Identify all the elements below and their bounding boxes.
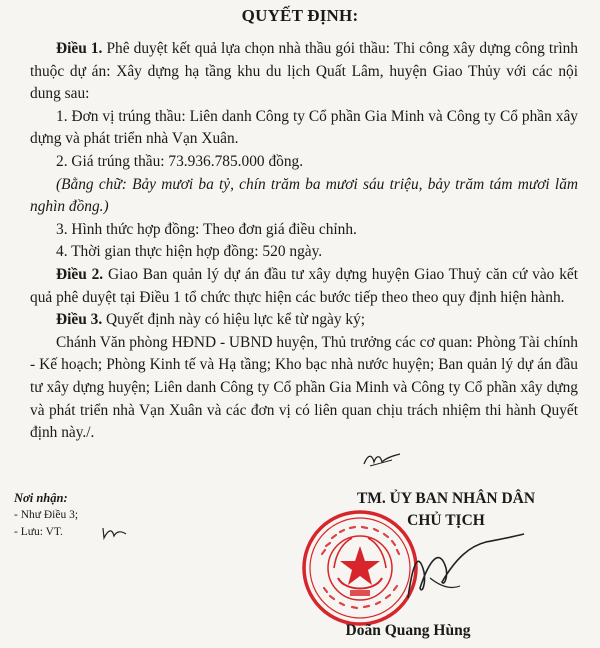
signature-org: TM. ỦY BAN NHÂN DÂN [356, 490, 536, 507]
handwritten-signature-icon [400, 528, 530, 608]
article-1-label: Điều 1. [56, 40, 103, 57]
article-2 [30, 264, 578, 309]
recipient-item: - Như Điều 3; [14, 509, 79, 521]
article-3-text: Quyết định này có hiệu lực kể từ ngày ký; [102, 311, 366, 329]
clerk-initials-icon [100, 524, 128, 540]
article-3-responsible: Chánh Văn phòng HĐND - UBND huyện, Thủ trưởng các cơ quan: Phòng Tài chính - Kế hoạch; Phòng Kinh tế và Hạ tầng; Kho bạc nhà nước huyện; Ban quản lý dự án đầu tư xây dựng huyện; Liên danh Công ty Cổ phần Gia Minh và Công ty Cổ phần xây dựng và phát triển nhà Vạn Xuân và các đơn vị có liên quan chịu trách nhiệm thi hành Quyết định này./. [30, 333, 578, 442]
article-2-text: Giao Ban quản lý dự án đầu tư xây dựng huyện Giao Thuỷ căn cứ vào kết quả phê duyệt tại Điều 1 tổ chức thực hiện các bước tiếp theo theo quy định hiện hành. [30, 265, 578, 306]
article-1-item-2: 2. Giá trúng thầu: 73.936.785.000 đồng. [56, 152, 304, 170]
article-1-item-4: 4. Thời gian thực hiện hợp đồng: 520 ngày. [56, 243, 323, 261]
recipients-label: Nơi nhận: [14, 491, 68, 505]
article-2-label: Điều 2. [56, 265, 104, 283]
article-3 [30, 309, 578, 332]
document-heading: QUYẾT ĐỊNH: [241, 6, 359, 25]
article-1-item-1: 1. Đơn vị trúng thầu: Liên danh Công ty Cổ phần Gia Minh và Công ty Cổ phần xây dựng và phát triển nhà Vạn Xuân. [30, 107, 578, 148]
signer-name: Doãn Quang Hùng [345, 622, 471, 639]
article-1-item-2-words: (Bằng chữ: Bảy mươi ba tỷ, chín trăm ba mươi sáu triệu, bảy trăm tám mươi lăm nghìn đồng.) [30, 175, 578, 216]
article-1 [30, 38, 578, 106]
signature-role: CHỦ TỊCH [407, 512, 485, 529]
article-3-label: Điều 3. [56, 311, 103, 329]
document-body [30, 38, 578, 445]
article-1-item-3: 3. Hình thức hợp đồng: Theo đơn giá điều chỉnh. [56, 220, 357, 238]
article-1-text: Phê duyệt kết quả lựa chọn nhà thầu gói thầu: Thi công xây dựng công trình thuộc dự án: Xây dựng hạ tầng khu du lịch Quất Lâm, huyện Giao Thủy với các nội dung sau: [30, 40, 578, 103]
initials-mark-icon [362, 450, 402, 470]
recipient-item: - Lưu: VT. [14, 526, 63, 538]
